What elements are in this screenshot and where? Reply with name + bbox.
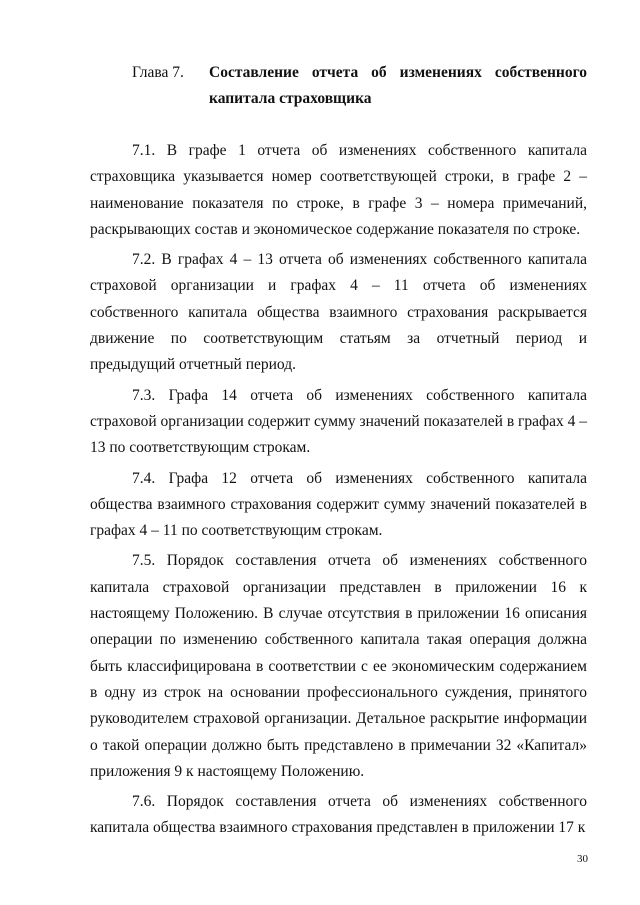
paragraph-7-3: 7.3. Графа 14 отчета об изменениях собственного капитала страховой организации содержит сумму значений показателей в графах 4 – 13 по соответствующим строкам. <box>90 386 587 457</box>
page-number: 30 <box>577 853 588 865</box>
paragraph-7-4: 7.4. Графа 12 отчета об изменениях собственного капитала общества взаимного страхования содержит сумму значений показателей в графах 4 – 11 по соответствующим строкам. <box>90 469 587 540</box>
paragraph-7-6: 7.6. Порядок составления отчета об изменениях собственного капитала общества взаимного страхования представлен в приложении 17 к <box>90 793 587 837</box>
document-body <box>90 138 587 846</box>
paragraph-7-2: 7.2. В графах 4 – 13 отчета об изменениях собственного капитала страховой организации и графах 4 – 11 отчета об изменениях собственного капитала общества взаимного страхования раскрывается движение по соответствующим статьям за отчетный период и предыдущий отчетный период. <box>90 251 587 374</box>
paragraph-7-5: 7.5. Порядок составления отчета об изменениях собственного капитала страховой организации представлен в приложении 16 к настоящему Положению. В случае отсутствия в приложении 16 описания операции по изменению собственного капитала такая операция должна быть классифицирована в соответствии с ее экономическим содержанием в одну из строк на основании профессионального суждения, принятого руководителем страховой организации. Детальное раскрытие информации о такой операции должно быть представлено в примечании 32 «Капитал» приложения 9 к настоящему Положению. <box>90 552 587 780</box>
paragraph-7-1: 7.1. В графе 1 отчета об изменениях собственного капитала страховщика указывается номер соответствующей строки, в графе 2 – наименование показателя по строке, в графе 3 – номера примечаний, раскрывающих состав и экономическое содержание показателя по строке. <box>90 142 587 238</box>
chapter-title: Составление отчета об изменениях собственного капитала страховщика <box>209 64 587 107</box>
chapter-number: Глава 7. <box>132 64 184 81</box>
